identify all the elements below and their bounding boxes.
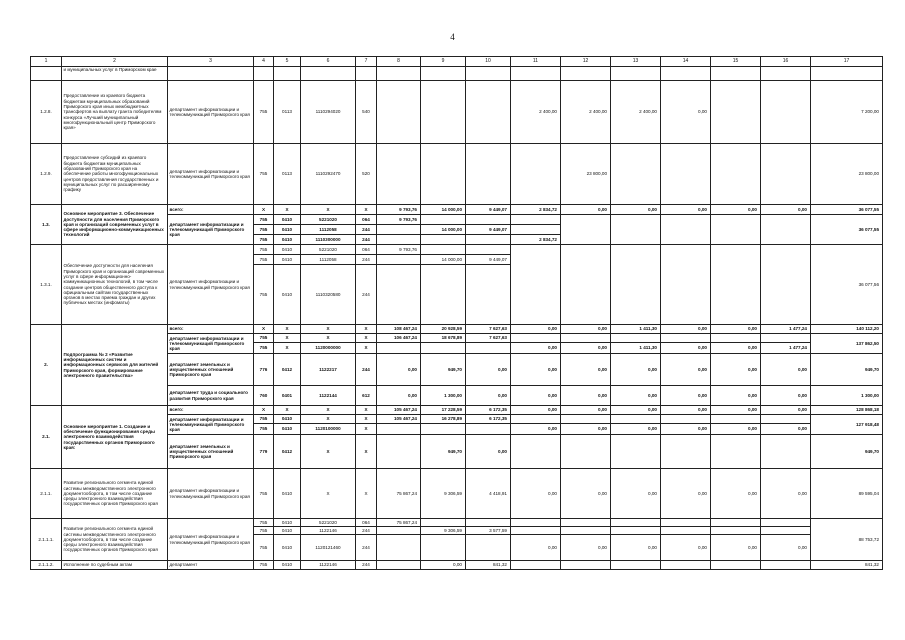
cell-rzpr: 0410: [274, 535, 301, 561]
cell-value: 2 400,00: [611, 81, 661, 144]
cell-rzpr: X: [274, 343, 301, 354]
cell-vr: 244: [356, 535, 377, 561]
cell-value: 0,00: [711, 406, 761, 415]
total-label: всего:: [168, 205, 254, 215]
col-header: 16: [761, 57, 811, 67]
cell-value: 949,70: [421, 354, 466, 386]
cell-value: 0,00: [611, 386, 661, 406]
cell-vr: X: [356, 435, 377, 469]
cell-total: 36 077,55: [811, 205, 883, 215]
cell-value: 0,00: [511, 343, 561, 354]
cell-csr: X: [301, 469, 356, 519]
cell-rzpr: 0410: [274, 424, 301, 435]
column-number-row: [31, 57, 883, 67]
cell-value: 6 172,35: [466, 406, 511, 415]
measure-name: Развитие регионального сегмента единой системы межведомственного электронного документооборота, в том числе создание среды электронного взаимодействия государственных органов Приморского края: [62, 519, 168, 561]
department: департамент информатизации и телекоммуникаций Приморского края: [168, 245, 254, 325]
cell-value: 0,00: [711, 205, 761, 215]
cell-value: 0,00: [661, 325, 711, 334]
cell-value: 14 000,00: [421, 225, 466, 235]
cell-value: 0,00: [561, 354, 611, 386]
cell-vr: 064: [356, 245, 377, 255]
cell-value: 0,00: [611, 469, 661, 519]
cell-rzpr: 0410: [274, 561, 301, 570]
cell-value: 0,00: [561, 386, 611, 406]
row-number: 2.1.: [31, 406, 62, 469]
measure-name: Основное мероприятие 3. Обеспечение доступности для населения Приморского края и организаций современных услуг в сфере информационно-коммуникационных технологий: [62, 205, 168, 245]
table-row: [31, 205, 883, 215]
cell-total: 36 077,55: [811, 215, 883, 245]
cell-vr: X: [356, 343, 377, 354]
table-row: [31, 325, 883, 334]
cell-csr: X: [301, 415, 356, 424]
cell-total: 127 918,48: [811, 415, 883, 435]
cell-value: 0,00: [466, 354, 511, 386]
cell-vr: 520: [356, 144, 377, 205]
col-header: 13: [611, 57, 661, 67]
cell-value: 9 306,59: [421, 527, 466, 535]
cell-total: 137 862,50: [811, 334, 883, 354]
cell-value: 0,00: [711, 469, 761, 519]
cell-value: 3 577,59: [466, 527, 511, 535]
cell-total: 841,32: [811, 561, 883, 570]
cell-value: 0,00: [561, 469, 611, 519]
cell-value: 1 300,00: [421, 386, 466, 406]
cell-grbs: 779: [254, 435, 274, 469]
cell-vr: X: [356, 469, 377, 519]
cell-value: 9 449,07: [466, 225, 511, 235]
cell-rzpr: 0410: [274, 519, 301, 527]
cell-grbs: 755: [254, 469, 274, 519]
cell-value: 9 793,76: [377, 215, 421, 225]
cell-grbs: 755: [254, 527, 274, 535]
cell-total: 140 112,20: [811, 325, 883, 334]
col-header: 1: [31, 57, 62, 67]
cell-value: 0,00: [661, 386, 711, 406]
cell-x: X: [254, 325, 274, 334]
cell-value: 108 467,24: [377, 325, 421, 334]
cell-grbs: 755: [254, 215, 274, 225]
cell-rzpr: X: [274, 334, 301, 343]
department: департамент информатизации и телекоммуникаций Приморского края: [168, 415, 254, 435]
cell-value: 105 467,24: [377, 406, 421, 415]
cell-rzpr: 0410: [274, 225, 301, 235]
cell-csr: 1110300000: [301, 235, 356, 245]
cell-vr: 244: [356, 255, 377, 265]
measure-name: Подпрограмма № 2 «Развитие информационных систем и информационных сервисов для жителей Приморского края, формирование электронного правительства»: [62, 325, 168, 406]
col-header: 14: [661, 57, 711, 67]
cell-vr: 244: [356, 225, 377, 235]
table-row: [31, 67, 883, 81]
cell-rzpr: 0410: [274, 527, 301, 535]
cell-grbs: 755: [254, 144, 274, 205]
table-row: [31, 469, 883, 519]
row-number: 2.1.1.: [31, 469, 62, 519]
cell-value: 0,00: [661, 406, 711, 415]
row-number: 2.1.1.1.: [31, 519, 62, 561]
row-number: 1.3.1.: [31, 245, 62, 325]
cell-value: 0,00: [761, 406, 811, 415]
cell-total: 88 753,72: [811, 519, 883, 561]
cell-value: 9 449,07: [466, 205, 511, 215]
cell-value: 2 400,00: [511, 81, 561, 144]
row-number: 2.1.1.2.: [31, 561, 62, 570]
col-header: 2: [62, 57, 168, 67]
cell-value: 0,00: [661, 424, 711, 435]
cell-csr: 1122146: [301, 561, 356, 570]
cell-grbs: 760: [254, 386, 274, 406]
cell-value: 9 306,59: [421, 469, 466, 519]
row-number: 1.2.8.: [31, 81, 62, 144]
col-header: 11: [511, 57, 561, 67]
cell-value: 9 449,07: [466, 255, 511, 265]
cell-value: 841,32: [466, 561, 511, 570]
cell-value: 18 678,89: [421, 334, 466, 343]
cell-total: 949,70: [811, 435, 883, 469]
cell-value: 17 228,59: [421, 406, 466, 415]
table-row: [31, 519, 883, 527]
cell-vr: 244: [356, 561, 377, 570]
cell-grbs: 755: [254, 535, 274, 561]
col-header: 4: [254, 57, 274, 67]
cell-value: 0,00: [511, 406, 561, 415]
cell-value: 6 172,35: [466, 415, 511, 424]
cell-value: 0,00: [511, 386, 561, 406]
cell-csr: 1120121460: [301, 535, 356, 561]
cell-value: 0,00: [561, 535, 611, 561]
cell-value: 0,00: [561, 205, 611, 215]
cell-value: 0,00: [661, 205, 711, 215]
cell-value: 20 928,59: [421, 325, 466, 334]
col-header: 5: [274, 57, 301, 67]
cell-rzpr: 0410: [274, 255, 301, 265]
cell-total: 128 868,18: [811, 406, 883, 415]
cell-value: 0,00: [466, 435, 511, 469]
cell-x: X: [274, 406, 301, 415]
cell-value: 7 627,63: [466, 334, 511, 343]
cell-rzpr: 0412: [274, 354, 301, 386]
cell-rzpr: 0412: [274, 435, 301, 469]
cell-value: 0,00: [511, 424, 561, 435]
cell-grbs: 755: [254, 225, 274, 235]
cell-grbs: 755: [254, 235, 274, 245]
col-header: 7: [356, 57, 377, 67]
cell-value: 0,00: [761, 386, 811, 406]
col-header: 10: [466, 57, 511, 67]
cell-csr: X: [301, 334, 356, 343]
department: департамент информатизации и телекоммуникаций Приморского края: [168, 334, 254, 354]
cell-value: 0,00: [711, 535, 761, 561]
cell-value: 0,00: [661, 81, 711, 144]
cell-rzpr: 0410: [274, 415, 301, 424]
cell-total: 89 595,04: [811, 469, 883, 519]
cell-value: 1 411,30: [611, 343, 661, 354]
cell-grbs: 755: [254, 415, 274, 424]
cell-value: 0,00: [511, 535, 561, 561]
cell-value: 14 000,00: [421, 205, 466, 215]
cell-csr: 1122144: [301, 386, 356, 406]
cell-vr: 540: [356, 81, 377, 144]
cell-x: X: [356, 325, 377, 334]
cell-value: 75 867,24: [377, 519, 421, 527]
col-header: 15: [711, 57, 761, 67]
cell-value: 0,00: [466, 386, 511, 406]
cell-csr: 1112058: [301, 225, 356, 235]
cell-csr: X: [301, 435, 356, 469]
cell-value: 0,00: [711, 325, 761, 334]
page-number: 4: [450, 32, 455, 42]
cell-vr: X: [356, 424, 377, 435]
col-header: 17: [811, 57, 883, 67]
measure-name: Обеспечение доступности для населения Приморского края и организаций современных услуг в сфере информационно-коммуникационных технологий, в том числе создание центров общественного доступа к официальным сайтам государственных органов в местах приема граждан и других публичных местах (инфоматы): [62, 245, 168, 325]
cell-value: 105 467,24: [377, 415, 421, 424]
table-row: [31, 144, 883, 205]
cell-value: 0,00: [611, 406, 661, 415]
row-number: 1.3.: [31, 205, 62, 245]
cell-rzpr: 0113: [274, 144, 301, 205]
cell-x: X: [274, 325, 301, 334]
total-label: всего:: [168, 406, 254, 415]
cell-value: 0,00: [511, 325, 561, 334]
cell-x: X: [356, 205, 377, 215]
cell-value: 9 793,76: [377, 205, 421, 215]
measure-name: Предоставление из краевого бюджета бюджетам муниципальных образований Приморского края иных межбюджетных трансфертов на выплату гранта победителям конкурса «Лучший муниципальный многофункциональный центр Приморского края»: [62, 81, 168, 144]
cell-rzpr: 0410: [274, 215, 301, 225]
cell-value: 0,00: [421, 561, 466, 570]
cell-value: 0,00: [661, 535, 711, 561]
cell-grbs: 755: [254, 255, 274, 265]
cell-x: X: [254, 205, 274, 215]
cell-value: 0,00: [711, 386, 761, 406]
cell-value: 1 477,24: [761, 325, 811, 334]
cell-x: X: [301, 205, 356, 215]
cell-x: X: [301, 325, 356, 334]
measure-name: Исполнение по судебным актам: [62, 561, 168, 570]
cell-csr: 1110294020: [301, 81, 356, 144]
table-row: [31, 245, 883, 255]
col-header: 12: [561, 57, 611, 67]
cell-vr: 244: [356, 235, 377, 245]
cell-csr: 5221020: [301, 215, 356, 225]
cell-x: X: [356, 406, 377, 415]
table-row: [31, 561, 883, 570]
cell-value: 9 793,76: [377, 245, 421, 255]
measure-name: Предоставление субсидий из краевого бюджета бюджетам муниципальных образований Приморского края на обеспечение работы многофункциональных центров предоставления государственных и муниципальных услуг по расширенному графику: [62, 144, 168, 205]
department: департамент земельных и имущественных отношений Приморского края: [168, 435, 254, 469]
cell-csr: 1112058: [301, 255, 356, 265]
total-label: всего:: [168, 325, 254, 334]
col-header: 8: [377, 57, 421, 67]
cell-value: 0,00: [511, 469, 561, 519]
row-number: 2.: [31, 325, 62, 406]
department: департамент информатизации и телекоммуникаций Приморского края: [168, 81, 254, 144]
department: департамент информатизации и телекоммуникаций Приморского края: [168, 519, 254, 561]
cell-value: 0,00: [561, 424, 611, 435]
cell-value: 0,00: [761, 535, 811, 561]
cell-x: X: [254, 406, 274, 415]
cell-value: 949,70: [421, 435, 466, 469]
cell-value: 23 800,00: [561, 144, 611, 205]
cell-rzpr: 0410: [274, 469, 301, 519]
cell-csr: 1110320580: [301, 265, 356, 325]
cell-rzpr: 0113: [274, 81, 301, 144]
cell-csr: 5221020: [301, 519, 356, 527]
cell-vr: 064: [356, 519, 377, 527]
cell-x: X: [301, 406, 356, 415]
cell-value: 0,00: [511, 354, 561, 386]
cell-csr: 1110292470: [301, 144, 356, 205]
cell-csr: 1122146: [301, 527, 356, 535]
cell-grbs: 776: [254, 354, 274, 386]
row-number: 1.2.9.: [31, 144, 62, 205]
cell-total: 1 300,00: [811, 386, 883, 406]
cell-value: 106 467,24: [377, 334, 421, 343]
cell-value: 14 000,00: [421, 255, 466, 265]
cell-value: 0,00: [661, 343, 711, 354]
cell-rzpr: 0410: [274, 265, 301, 325]
col-header: 9: [421, 57, 466, 67]
cell-value: 0,00: [561, 325, 611, 334]
cell-value: 1 411,30: [611, 325, 661, 334]
cell-grbs: 755: [254, 519, 274, 527]
cell-value: 16 278,89: [421, 415, 466, 424]
cell-value: 2 834,72: [511, 205, 561, 215]
cell-grbs: 755: [254, 334, 274, 343]
cell-grbs: 755: [254, 245, 274, 255]
cell-value: 0,00: [611, 205, 661, 215]
cell-x: X: [274, 205, 301, 215]
cell-value: 0,00: [761, 424, 811, 435]
cell-vr: 064: [356, 215, 377, 225]
cell-grbs: 755: [254, 343, 274, 354]
cell-csr: 1120100000: [301, 424, 356, 435]
cell-value: 0,00: [561, 343, 611, 354]
cell-value: 0,00: [711, 424, 761, 435]
cell-value: 0,00: [611, 424, 661, 435]
cell-value: 0,00: [761, 205, 811, 215]
department: департамент информатизации и телекоммуникаций Приморского края: [168, 144, 254, 205]
cell-vr: X: [356, 415, 377, 424]
department: департамент труда и социального развития Приморского края: [168, 386, 254, 406]
department: департамент информатизации и телекоммуникаций Приморского края: [168, 215, 254, 245]
table-row: [31, 406, 883, 415]
cell-grbs: 755: [254, 81, 274, 144]
cell-grbs: 755: [254, 265, 274, 325]
cell-rzpr: 0410: [274, 245, 301, 255]
department: департамент земельных и имущественных отношений Приморского края: [168, 354, 254, 386]
cell-rzpr: 0401: [274, 386, 301, 406]
cell-value: 0,00: [761, 354, 811, 386]
cell-value: 0,00: [711, 343, 761, 354]
cell-value: 4 418,91: [466, 469, 511, 519]
budget-table: [30, 56, 883, 570]
cell-vr: 244: [356, 354, 377, 386]
cell-value: 2 400,00: [561, 81, 611, 144]
cell-vr: X: [356, 334, 377, 343]
cell-csr: 5221020: [301, 245, 356, 255]
cell-grbs: 755: [254, 424, 274, 435]
measure-name: Развитие регионального сегмента единой системы межведомственного электронного документооборота, в том числе создание среды электронного взаимодействия государственных органов Приморского края: [62, 469, 168, 519]
cell-value: 75 867,24: [377, 469, 421, 519]
cell-value: 0,00: [377, 354, 421, 386]
cell-total: 36 077,56: [811, 245, 883, 325]
cell-rzpr: 0410: [274, 235, 301, 245]
cell-value: 0,00: [661, 354, 711, 386]
cell-value: 2 834,72: [511, 235, 561, 245]
cell-value: 0,00: [611, 354, 661, 386]
cell-value: 0,00: [377, 386, 421, 406]
measure-name: Основное мероприятие 1. Создание и обеспечение функционирования среды электронного взаимодействия государственных органов Приморского края:: [62, 406, 168, 469]
cell-value: 0,00: [761, 469, 811, 519]
measure-name: и муниципальных услуг в Приморском крае: [62, 67, 168, 81]
cell-value: 1 477,24: [761, 343, 811, 354]
cell-value: 0,00: [561, 406, 611, 415]
cell-vr: 244: [356, 265, 377, 325]
cell-value: 0,00: [661, 469, 711, 519]
table-row: [31, 81, 883, 144]
cell-value: 0,00: [711, 354, 761, 386]
cell-grbs: 755: [254, 561, 274, 570]
department: департамент информатизации и телекоммуникаций Приморского края: [168, 469, 254, 519]
cell-vr: 612: [356, 386, 377, 406]
cell-total: 7 200,00: [811, 81, 883, 144]
cell-total: 949,70: [811, 354, 883, 386]
cell-vr: 244: [356, 527, 377, 535]
cell-value: 7 627,63: [466, 325, 511, 334]
cell-csr: 1122217: [301, 354, 356, 386]
col-header: 6: [301, 57, 356, 67]
col-header: 3: [168, 57, 254, 67]
cell-total: 23 800,00: [811, 144, 883, 205]
department: департамент: [168, 561, 254, 570]
cell-value: 0,00: [611, 535, 661, 561]
cell-csr: 1120000000: [301, 343, 356, 354]
